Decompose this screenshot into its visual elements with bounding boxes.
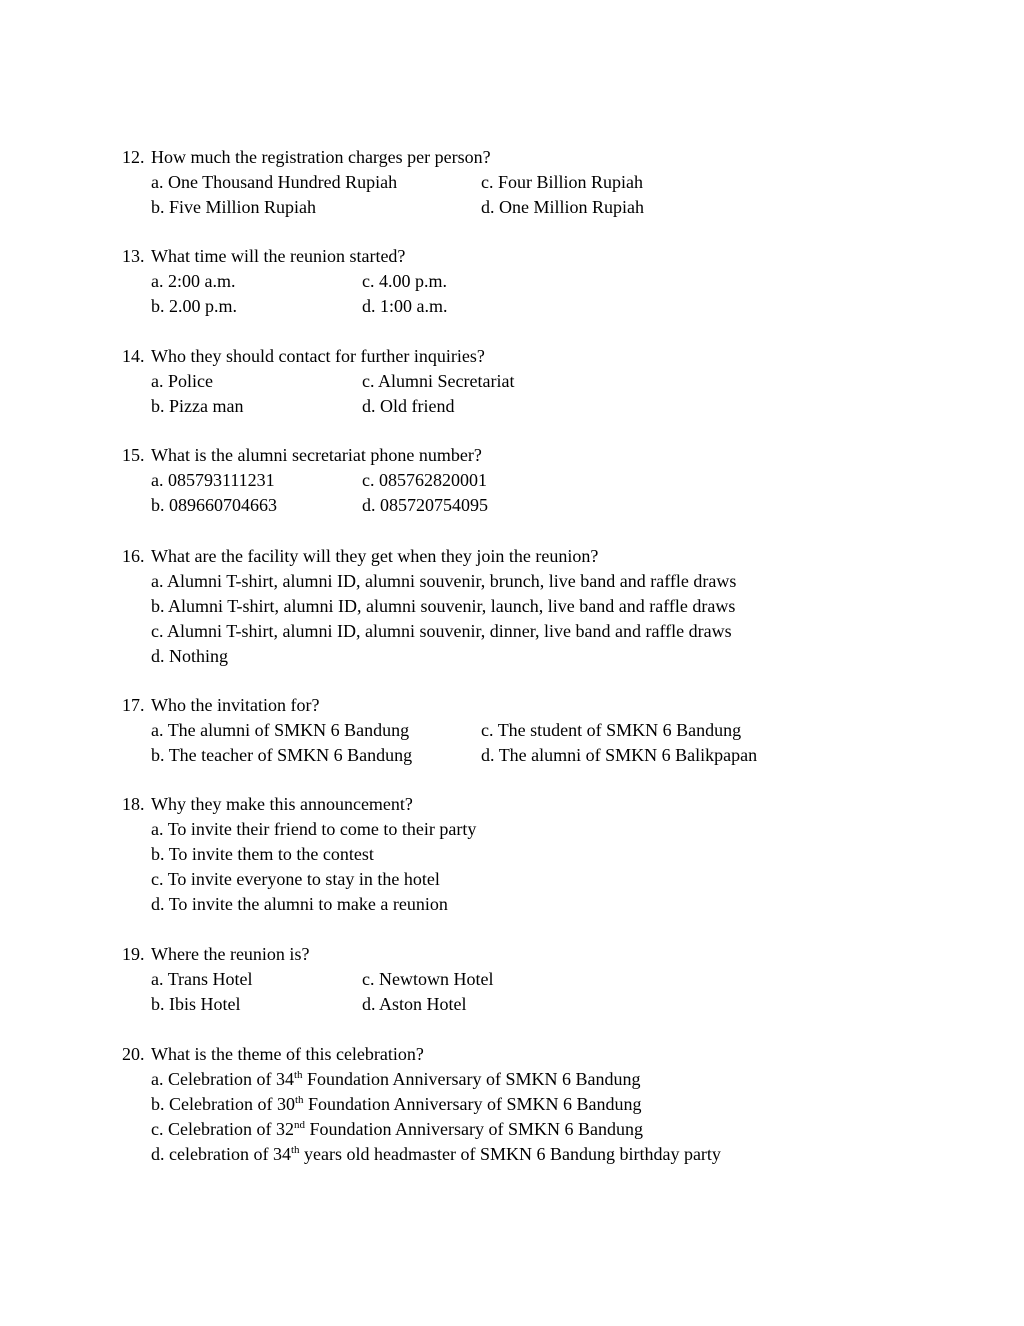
question-number: 20. — [122, 1044, 145, 1064]
option-a: a. The alumni of SMKN 6 Bandung — [151, 720, 410, 740]
question-number: 14. — [122, 346, 145, 366]
option-row — [122, 170, 982, 195]
option-row — [122, 468, 982, 493]
option-d: d. Old friend — [362, 396, 455, 416]
option-c: c. Alumni T-shirt, alumni ID, alumni souvenir, dinner, live band and raffle draws — [151, 621, 732, 641]
option-row — [122, 967, 982, 992]
option-a: a. Celebration of 34th Foundation Anniversary of SMKN 6 Bandung — [151, 1069, 641, 1089]
question-text: Why they make this announcement? — [151, 794, 413, 814]
option-c: c. Alumni Secretariat — [362, 371, 515, 391]
option-row — [122, 1142, 982, 1167]
question-text: Where the reunion is? — [151, 944, 310, 964]
option-row — [122, 718, 982, 743]
option-d: d. The alumni of SMKN 6 Balikpapan — [481, 745, 758, 765]
question-number: 19. — [122, 944, 145, 964]
option-a: a. Alumni T-shirt, alumni ID, alumni souvenir, brunch, live band and raffle draws — [151, 571, 737, 591]
option-c: c. To invite everyone to stay in the hotel — [151, 869, 440, 889]
option-row — [122, 992, 982, 1017]
option-row — [122, 842, 982, 867]
option-row — [122, 1092, 982, 1117]
option-b: b. To invite them to the contest — [151, 844, 374, 864]
option-c: c. Celebration of 32nd Foundation Anniversary of SMKN 6 Bandung — [151, 1119, 643, 1139]
question-text: What is the alumni secretariat phone number? — [151, 445, 482, 465]
option-row — [122, 1067, 982, 1092]
question-text: Who they should contact for further inquiries? — [151, 346, 485, 366]
option-a: a. 2:00 a.m. — [151, 271, 236, 291]
question-15 — [122, 443, 982, 518]
question-12 — [122, 145, 982, 220]
option-row — [122, 644, 982, 669]
option-d: d. Nothing — [151, 646, 229, 666]
option-b: b. Ibis Hotel — [151, 994, 241, 1014]
question-number: 12. — [122, 147, 145, 167]
question-13 — [122, 244, 982, 319]
question-number: 16. — [122, 546, 145, 566]
question-number: 18. — [122, 794, 145, 814]
question-text: How much the registration charges per person? — [151, 147, 491, 167]
question-text: What time will the reunion started? — [151, 246, 406, 266]
option-b: b. Pizza man — [151, 396, 244, 416]
option-d: d. Aston Hotel — [362, 994, 467, 1014]
option-row — [122, 369, 982, 394]
option-row — [122, 394, 982, 419]
option-a: a. Police — [151, 371, 213, 391]
option-d: d. 1:00 a.m. — [362, 296, 448, 316]
option-row — [122, 294, 982, 319]
option-b: b. Celebration of 30th Foundation Anniversary of SMKN 6 Bandung — [151, 1094, 642, 1114]
option-row — [122, 743, 982, 768]
option-row — [122, 1117, 982, 1142]
option-c: c. 4.00 p.m. — [362, 271, 448, 291]
option-c: c. Four Billion Rupiah — [481, 172, 644, 192]
option-a: a. To invite their friend to come to their party — [151, 819, 477, 839]
option-row — [122, 817, 982, 842]
option-row — [122, 569, 982, 594]
option-d: d. To invite the alumni to make a reunion — [151, 894, 448, 914]
option-b: b. The teacher of SMKN 6 Bandung — [151, 745, 413, 765]
question-14 — [122, 344, 982, 419]
option-c: c. Newtown Hotel — [362, 969, 494, 989]
option-d: d. celebration of 34th years old headmaster of SMKN 6 Bandung birthday party — [151, 1144, 721, 1164]
question-19 — [122, 942, 982, 1017]
question-number: 17. — [122, 695, 145, 715]
question-number: 15. — [122, 445, 145, 465]
question-number: 13. — [122, 246, 145, 266]
option-a: a. One Thousand Hundred Rupiah — [151, 172, 398, 192]
option-row — [122, 892, 982, 917]
option-a: a. 085793111231 — [151, 470, 275, 490]
option-a: a. Trans Hotel — [151, 969, 253, 989]
option-row — [122, 269, 982, 294]
option-b: b. 2.00 p.m. — [151, 296, 238, 316]
question-text: What is the theme of this celebration? — [151, 1044, 424, 1064]
option-c: c. The student of SMKN 6 Bandung — [481, 720, 742, 740]
option-b: b. Alumni T-shirt, alumni ID, alumni souvenir, launch, live band and raffle draws — [151, 596, 736, 616]
option-c: c. 085762820001 — [362, 470, 487, 490]
option-row — [122, 493, 982, 518]
option-d: d. 085720754095 — [362, 495, 488, 515]
option-row — [122, 594, 982, 619]
question-16 — [122, 544, 982, 669]
question-20 — [122, 1042, 982, 1167]
option-b: b. Five Million Rupiah — [151, 197, 317, 217]
question-text: What are the facility will they get when they join the reunion? — [151, 546, 599, 566]
option-row — [122, 619, 982, 644]
question-18 — [122, 792, 982, 917]
question-17 — [122, 693, 982, 768]
option-d: d. One Million Rupiah — [481, 197, 644, 217]
option-row — [122, 195, 982, 220]
question-text: Who the invitation for? — [151, 695, 320, 715]
option-row — [122, 867, 982, 892]
option-b: b. 089660704663 — [151, 495, 277, 515]
